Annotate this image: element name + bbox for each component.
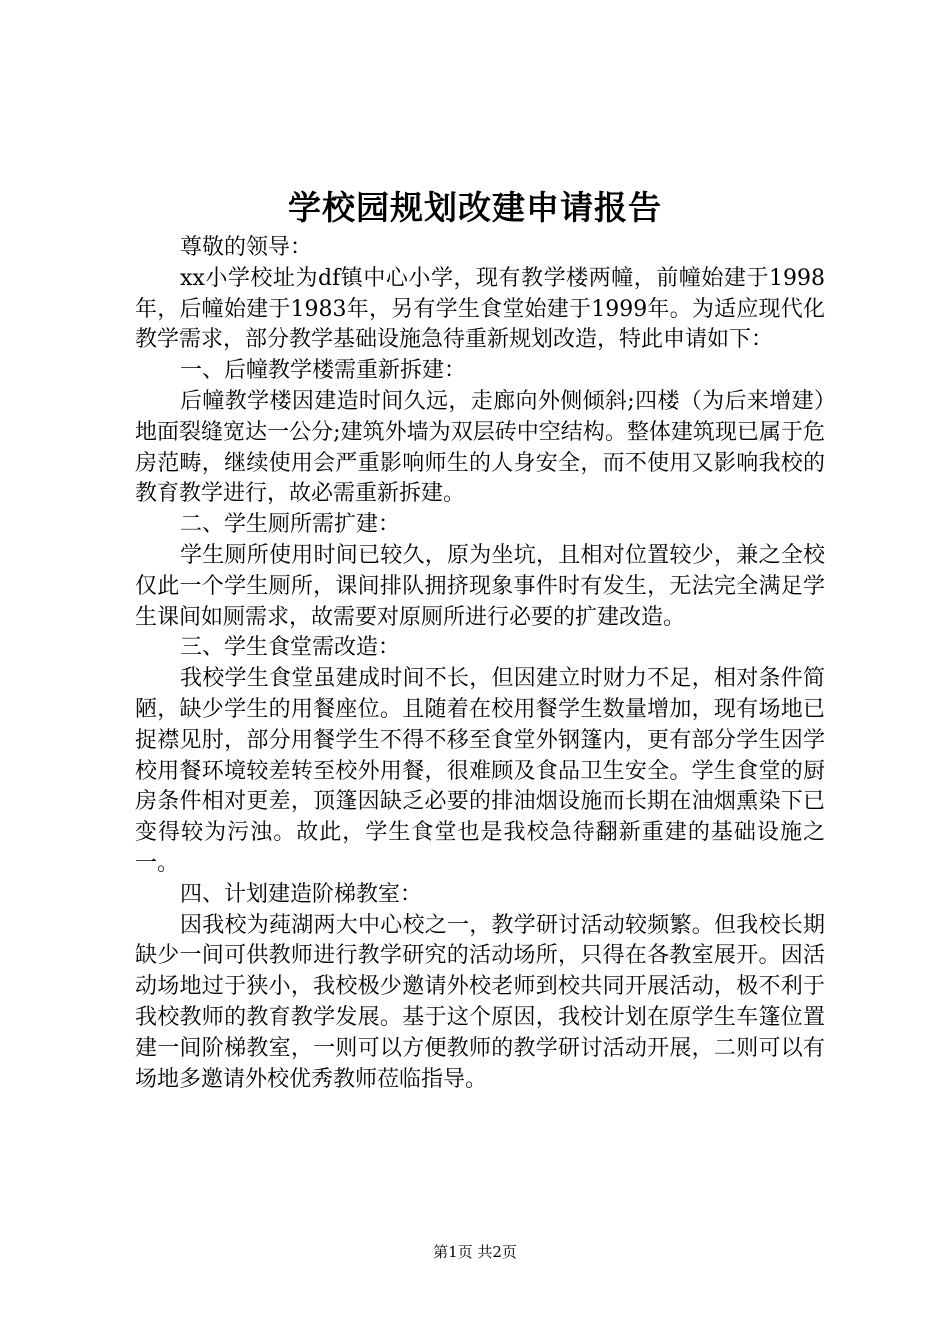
document-title: 学校园规划改建申请报告 bbox=[288, 188, 662, 227]
paragraph-section-2: 学生厕所使用时间已较久，原为坐坑，且相对位置较少，兼之全校仅此一个学生厕所，课间排队拥挤现象事件时有发生，无法完全满足学生课间如厕需求，故需要对原厕所进行必要的扩建改造。 bbox=[135, 542, 825, 630]
paragraph-section-4: 因我校为莼湖两大中心校之一，教学研讨活动较频繁。但我校长期缺少一间可供教师进行教学研究的活动场所，只得在各教室展开。因活动场地过于狭小，我校极少邀请外校老师到校共同开展活动，极不利于我校教师的教育教学发展。基于这个原因，我校计划在原学生车篷位置建一间阶梯教室，一则可以方便教师的教学研讨活动开展，二则可以有场地多邀请外校优秀教师莅临指导。 bbox=[135, 912, 825, 1092]
greeting: 尊敬的领导： bbox=[180, 235, 313, 260]
heading-section-2: 二、学生厕所需扩建： bbox=[180, 512, 401, 538]
paragraph-intro: xx小学校址为df镇中心小学，现有教学楼两幢，前幢始建于1998年，后幢始建于1983年，另有学生食堂始建于1999年。为适应现代化教学需求，部分教学基础设施急待重新规划改造，特此申请如下： bbox=[135, 265, 825, 353]
paragraph-section-3: 我校学生食堂虽建成时间不长，但因建立时财力不足，相对条件简陋，缺少学生的用餐座位。且随着在校用餐学生数量增加，现有场地已捉襟见肘，部分用餐学生不得不移至食堂外钢篷内，更有部分学生因学校用餐环境较差转至校外用餐，很难顾及食品卫生安全。学生食堂的厨房条件相对更差，顶篷因缺乏必要的排油烟设施而长期在油烟熏染下已变得较为污浊。故此，学生食堂也是我校急待翻新重建的基础设施之一。 bbox=[135, 666, 825, 876]
heading-section-1: 一、后幢教学楼需重新拆建： bbox=[180, 358, 467, 384]
document-body bbox=[135, 233, 825, 1095]
heading-section-4: 四、计划建造阶梯教室： bbox=[180, 881, 423, 907]
page-number-footer: 第1页 共2页 bbox=[433, 1243, 517, 1261]
paragraph-section-1: 后幢教学楼因建造时间久远，走廊向外侧倾斜;四楼（为后来增建）地面裂缝宽达一公分;建筑外墙为双层砖中空结构。整体建筑现已属于危房范畴，继续使用会严重影响师生的人身安全，而不使用又影响我校的教育教学进行，故必需重新拆建。 bbox=[135, 388, 825, 507]
heading-section-3: 三、学生食堂需改造： bbox=[180, 635, 401, 661]
